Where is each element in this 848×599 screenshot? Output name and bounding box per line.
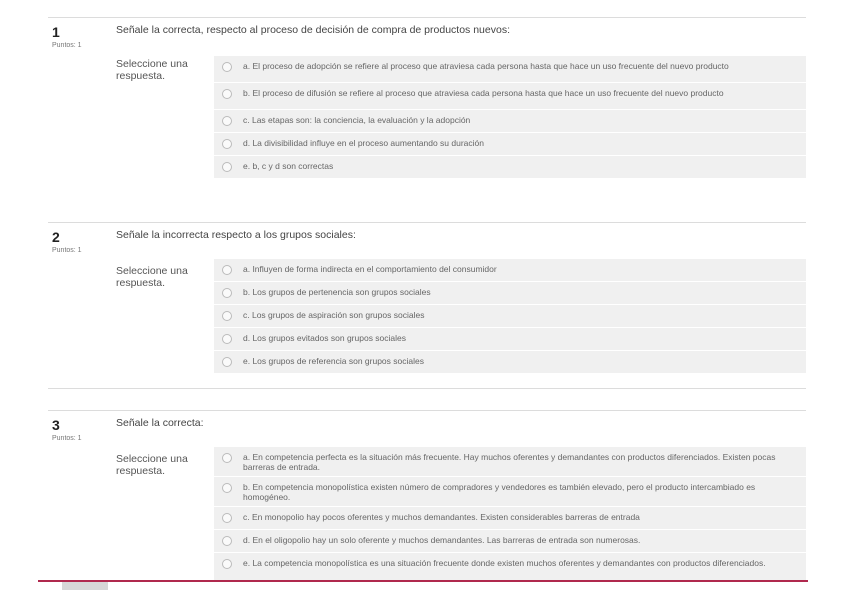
radio-button-icon[interactable] (222, 311, 232, 321)
select-answer-label: Seleccione una respuesta. (116, 58, 188, 82)
question-points: Puntos: 1 (52, 42, 82, 49)
answer-option-c[interactable]: c. Los grupos de aspiración son grupos sociales (214, 305, 806, 327)
question-1 (48, 17, 806, 193)
question-3 (48, 410, 806, 581)
radio-button-icon[interactable] (222, 483, 232, 493)
answer-option-c[interactable]: c. En monopolio hay pocos oferentes y muchos demandantes. Existen considerables barreras de entrada (214, 507, 806, 529)
question-number: 1 (52, 24, 60, 40)
answer-option-d[interactable]: d. En el oligopolio hay un solo oferente y muchos demandantes. Las barreras de entrada son numerosas. (214, 530, 806, 552)
radio-button-icon[interactable] (222, 265, 232, 275)
answer-option-b[interactable]: b. En competencia monopolística existen número de compradores y vendedores es también elevado, pero el producto intercambiado es homogéneo. (214, 477, 806, 506)
question-points: Puntos: 1 (52, 247, 82, 254)
answer-option-e[interactable]: e. Los grupos de referencia son grupos sociales (214, 351, 806, 373)
answer-option-d[interactable]: d. Los grupos evitados son grupos sociales (214, 328, 806, 350)
answer-option-b[interactable]: b. El proceso de difusión se refiere al proceso que atraviesa cada persona hasta que hace un uso frecuente del nuevo producto (214, 83, 806, 109)
radio-button-icon[interactable] (222, 139, 232, 149)
answer-option-e[interactable]: e. La competencia monopolística es una situación frecuente donde existen muchos oferentes y demandantes con productos diferenciados. (214, 553, 806, 580)
radio-button-icon[interactable] (222, 513, 232, 523)
answer-option-b[interactable]: b. Los grupos de pertenencia son grupos sociales (214, 282, 806, 304)
answer-option-e[interactable]: e. b, c y d son correctas (214, 156, 806, 178)
question-number: 2 (52, 229, 60, 245)
radio-button-icon[interactable] (222, 357, 232, 367)
radio-button-icon[interactable] (222, 62, 232, 72)
answer-option-c[interactable]: c. Las etapas son: la conciencia, la evaluación y la adopción (214, 110, 806, 132)
bottom-tab[interactable] (62, 582, 108, 590)
question-2 (48, 222, 806, 389)
question-points: Puntos: 1 (52, 435, 82, 442)
select-answer-label: Seleccione una respuesta. (116, 265, 188, 289)
radio-button-icon[interactable] (222, 288, 232, 298)
radio-button-icon[interactable] (222, 453, 232, 463)
answer-options (214, 259, 806, 374)
answer-option-d[interactable]: d. La divisibilidad influye en el proceso aumentando su duración (214, 133, 806, 155)
question-text: Señale la incorrecta respecto a los grupos sociales: (116, 229, 356, 241)
radio-button-icon[interactable] (222, 89, 232, 99)
radio-button-icon[interactable] (222, 116, 232, 126)
answer-option-a[interactable]: a. En competencia perfecta es la situación más frecuente. Hay muchos oferentes y demandantes con productos diferenciados. Existen pocas barreras de entrada. (214, 447, 806, 476)
select-answer-label: Seleccione una respuesta. (116, 453, 188, 477)
question-text: Señale la correcta: (116, 417, 204, 429)
answer-options (214, 447, 806, 581)
page-bottom-border (38, 580, 808, 582)
answer-option-a[interactable]: a. El proceso de adopción se refiere al proceso que atraviesa cada persona hasta que hace un uso frecuente del nuevo producto (214, 56, 806, 82)
answer-options (214, 56, 806, 179)
question-text: Señale la correcta, respecto al proceso de decisión de compra de productos nuevos: (116, 24, 510, 36)
section-divider (48, 388, 806, 389)
radio-button-icon[interactable] (222, 162, 232, 172)
radio-button-icon[interactable] (222, 536, 232, 546)
answer-option-a[interactable]: a. Influyen de forma indirecta en el comportamiento del consumidor (214, 259, 806, 281)
question-number: 3 (52, 417, 60, 433)
radio-button-icon[interactable] (222, 559, 232, 569)
radio-button-icon[interactable] (222, 334, 232, 344)
